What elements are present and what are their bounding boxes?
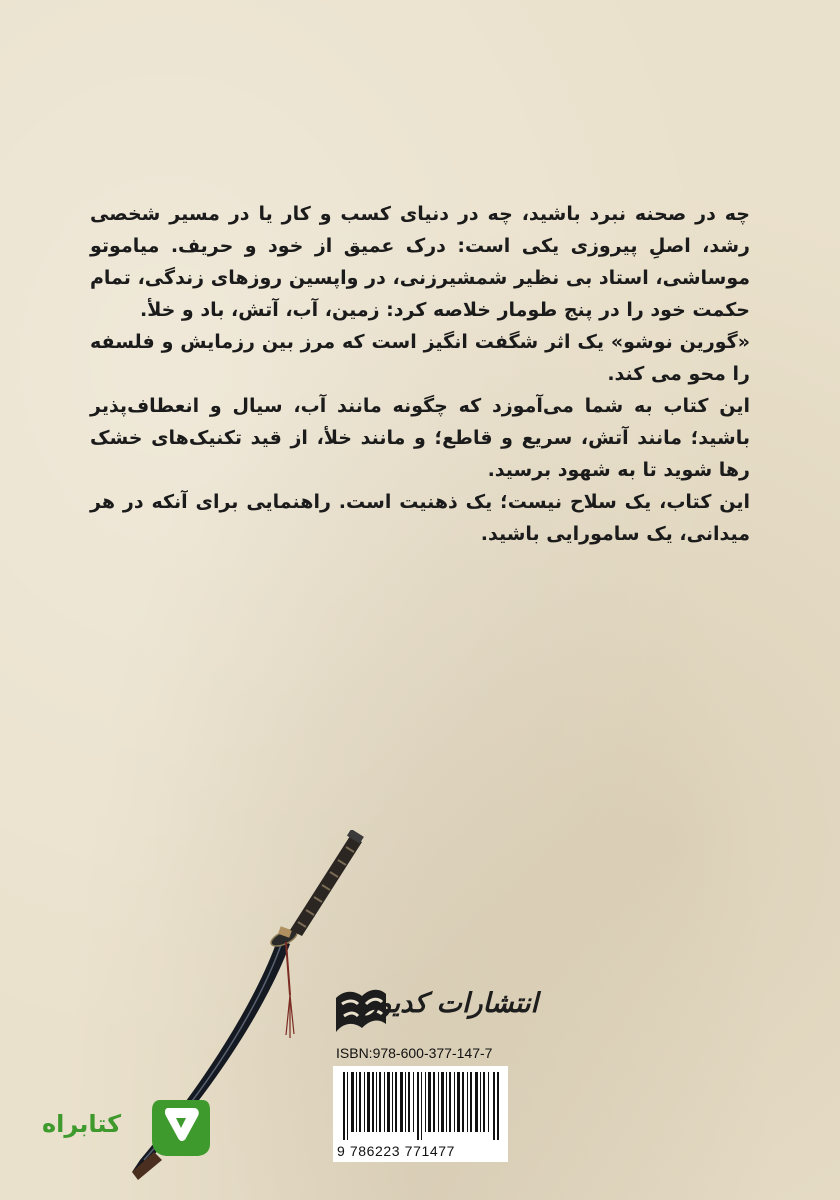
ketabrah-badge-icon [150, 1094, 212, 1158]
store-name: کتابراه [42, 1110, 122, 1138]
blurb-paragraph-3: این کتاب به شما می‌آموزد که چگونه مانند آب، سیال و انعطاف‌پذیر باشید؛ مانند آتش، سریع و قاطع؛ و مانند خلأ، از قید تکنیک‌های خشک رها شوید تا به شهود برسید. [90, 395, 750, 481]
barcode [333, 1066, 508, 1162]
isbn-label: ISBN:978-600-377-147-7 [336, 1045, 493, 1061]
blurb-paragraph-2: «گورین نوشو» یک اثر شگفت انگیز است که مرز بین رزمایش و فلسفه را محو می کند. [90, 331, 750, 385]
blurb-paragraph-1: چه در صحنه نبرد باشید، چه در دنیای کسب و کار یا در مسیر شخصی رشد، اصلِ پیروزی یکی است: درک عمیق از خود و حریف. میاموتو موساشی، استاد بی نظیر شمشیرزنی، در واپسین روزهای زندگی، تمام حکمت خود را در پنج طومار خلاصه کرد: زمین، آب، آتش، باد و خلأ. [90, 203, 750, 321]
barcode-bars [343, 1072, 499, 1140]
publisher-name: انتشارات کدیور [365, 988, 538, 1019]
publisher-mark [332, 982, 538, 1042]
blurb-paragraph-4: این کتاب، یک سلاح نیست؛ یک ذهنیت است. راهنمایی برای آنکه در هر میدانی، یک سامورایی باشید. [90, 491, 750, 545]
ketabrah-logo [42, 1094, 212, 1160]
back-cover-blurb [90, 198, 750, 550]
barcode-digits: 9 786223 771477 [337, 1143, 455, 1159]
